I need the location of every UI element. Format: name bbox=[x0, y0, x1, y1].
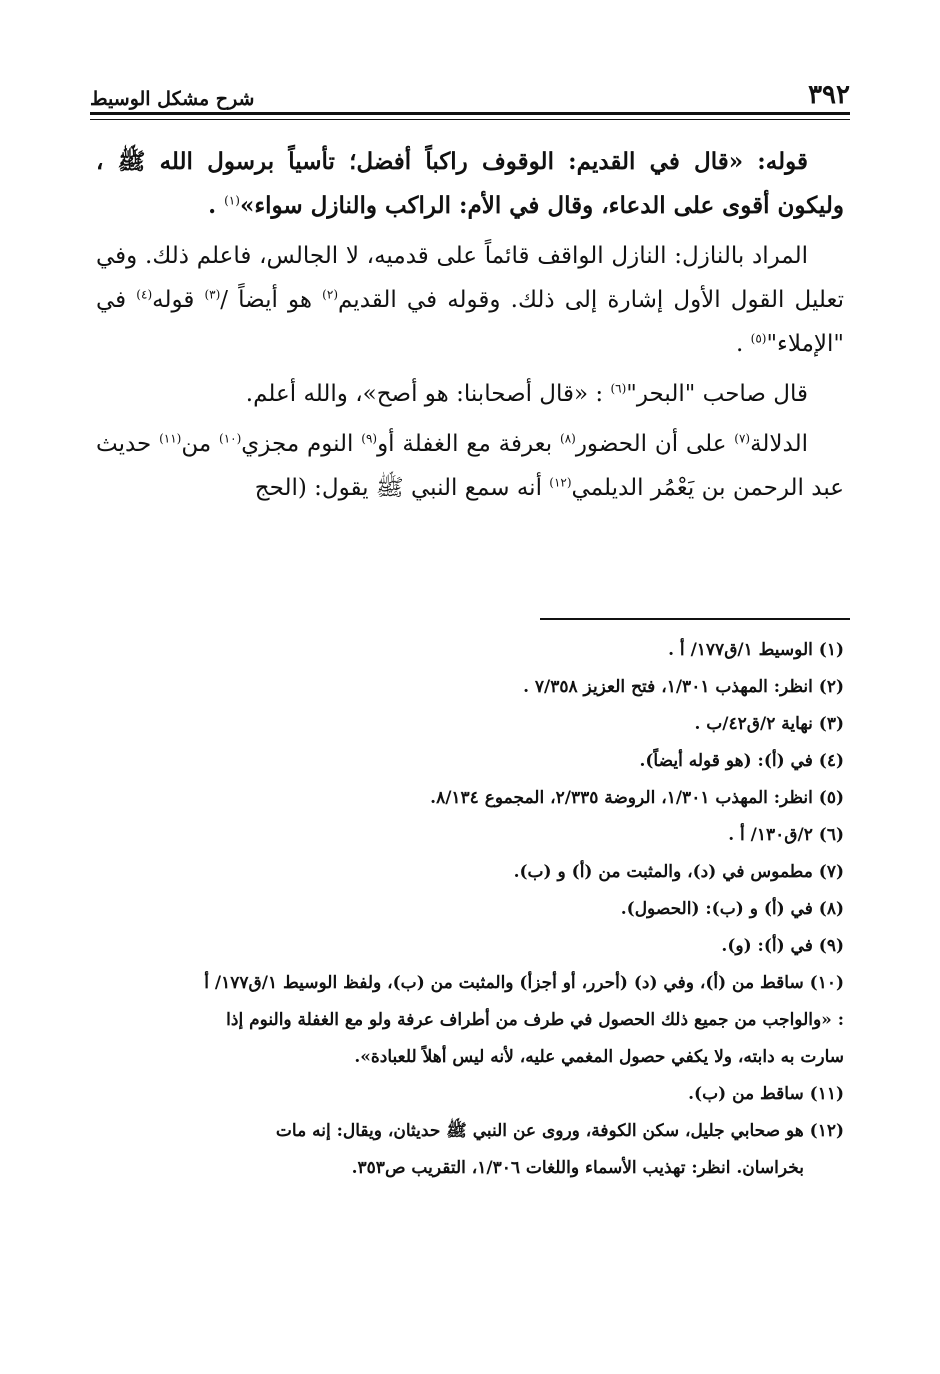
text-segment: . bbox=[736, 331, 751, 357]
footnote-12-continued: بخراسان. انظر: تهذيب الأسماء واللغات ١/٣٠٦، التقريب ص٣٥٣. bbox=[351, 1158, 804, 1178]
page-number: ٣٩٢ bbox=[808, 80, 850, 110]
footnote-ref-12[interactable]: (١٢) bbox=[549, 475, 572, 490]
header-rule-thick bbox=[90, 112, 850, 115]
footnote-12: (١٢) هو صحابي جليل، سكن الكوفة، وروى عن النبي ﷺ حديثان، ويقال: إنه مات bbox=[275, 1121, 844, 1141]
text-segment: من bbox=[181, 431, 220, 457]
paragraph-explanation bbox=[96, 234, 844, 366]
footnote-ref-8[interactable]: (٨) bbox=[560, 431, 576, 446]
footnote-10-continued: سارت به دابته، ولا يكفي حصول المغمي عليه، لأنه ليس أهلاً للعبادة». bbox=[354, 1047, 844, 1067]
paragraph-bahr bbox=[96, 372, 844, 416]
footnote-separator bbox=[540, 618, 850, 620]
text-segment: حديث عبد الرحمن بن يَعْمُر الديلمي bbox=[96, 431, 844, 501]
footnote-2: (٢) انظر: المهذب ١/٣٠١، فتح العزيز ٧/٣٥٨ . bbox=[523, 677, 844, 697]
text-segment: بعرفة مع الغفلة أو bbox=[377, 431, 560, 457]
footnote-9: (٩) في (أ): (و). bbox=[721, 936, 844, 956]
footnotes bbox=[96, 632, 844, 1187]
footnote-ref-2[interactable]: (٢) bbox=[322, 287, 338, 302]
text-segment: قال صاحب "البحر" bbox=[626, 381, 808, 407]
text-segment: الدلالة bbox=[750, 431, 809, 457]
quote-text: قوله: «قال في القديم: الوقوف راكباً أفضل؛ تأسياً برسول الله ﷺ ، وليكون أقوى على الدعاء، وقال في الأم: الراكب والنازل سواء» bbox=[96, 148, 844, 219]
footnote-5: (٥) انظر: المهذب ١/٣٠١، الروضة ٢/٣٣٥، المجموع ٨/١٣٤. bbox=[430, 788, 844, 808]
quote-end: . bbox=[208, 192, 217, 219]
footnote-ref-5[interactable]: (٥) bbox=[750, 331, 767, 346]
text-segment: على أن الحضور bbox=[575, 431, 735, 457]
paragraph-quote bbox=[96, 140, 844, 228]
footnote-ref-9[interactable]: (٩) bbox=[361, 431, 378, 446]
footnote-ref-10[interactable]: (١٠) bbox=[219, 431, 242, 446]
footnote-11: (١١) ساقط من (ب). bbox=[688, 1084, 844, 1104]
footnote-ref-6[interactable]: (٦) bbox=[610, 381, 627, 396]
footnote-ref-3[interactable]: (٣) bbox=[204, 287, 221, 302]
footnote-10-continued: : «والواجب من جميع ذلك الحصول في طرف من أطراف عرفة ولو مع الغفلة والنوم إذا bbox=[226, 1010, 844, 1030]
text-segment: في "الإملاء" bbox=[96, 287, 844, 357]
footnote-7: (٧) مطموس في (د)، والمثبت من (أ) و (ب). bbox=[513, 862, 844, 882]
header-rule-thin bbox=[90, 119, 850, 120]
main-text bbox=[96, 140, 844, 516]
running-title: شرح مشكل الوسيط bbox=[90, 88, 255, 110]
footnote-ref-1[interactable]: (١) bbox=[224, 193, 240, 208]
text-segment: : «قال أصحابنا: هو أصح»، والله أعلم. bbox=[245, 381, 611, 407]
footnote-8: (٨) في (أ) و (ب): (الحصول). bbox=[620, 899, 844, 919]
footnote-3: (٣) نهاية ٢/ق٤٢/ب . bbox=[694, 714, 844, 734]
footnote-1: (١) الوسيط ١/ق١٧٧/ أ . bbox=[668, 640, 844, 660]
text-segment: أنه سمع النبي ﷺ يقول: (الحج bbox=[254, 475, 550, 501]
footnote-ref-4[interactable]: (٤) bbox=[136, 287, 153, 302]
footnote-4: (٤) في (أ): (هو قوله أيضاً). bbox=[639, 751, 844, 771]
text-segment: النوم مجزي bbox=[241, 431, 362, 457]
running-header bbox=[90, 76, 850, 110]
footnote-10: (١٠) ساقط من (أ)، وفي (د) (أحرر، أو أجزأ) والمثبت من (ب)، ولفظ الوسيط ١/ق١٧٧/ أ bbox=[204, 973, 844, 993]
footnote-ref-7[interactable]: (٧) bbox=[734, 431, 751, 446]
text-segment: المراد بالنازل: النازل الواقف قائماً على قدميه، لا الجالس، فاعلم ذلك. وفي تعليل القول الأول إشارة إلى ذلك. وقوله في القديم bbox=[96, 243, 845, 313]
text-segment: هو أيضاً / bbox=[220, 287, 323, 313]
footnote-ref-11[interactable]: (١١) bbox=[159, 431, 182, 446]
paragraph-evidence bbox=[96, 422, 844, 510]
text-segment: قوله bbox=[152, 287, 205, 313]
footnote-6: (٦) ٢/ق١٣٠/ أ . bbox=[728, 825, 844, 845]
